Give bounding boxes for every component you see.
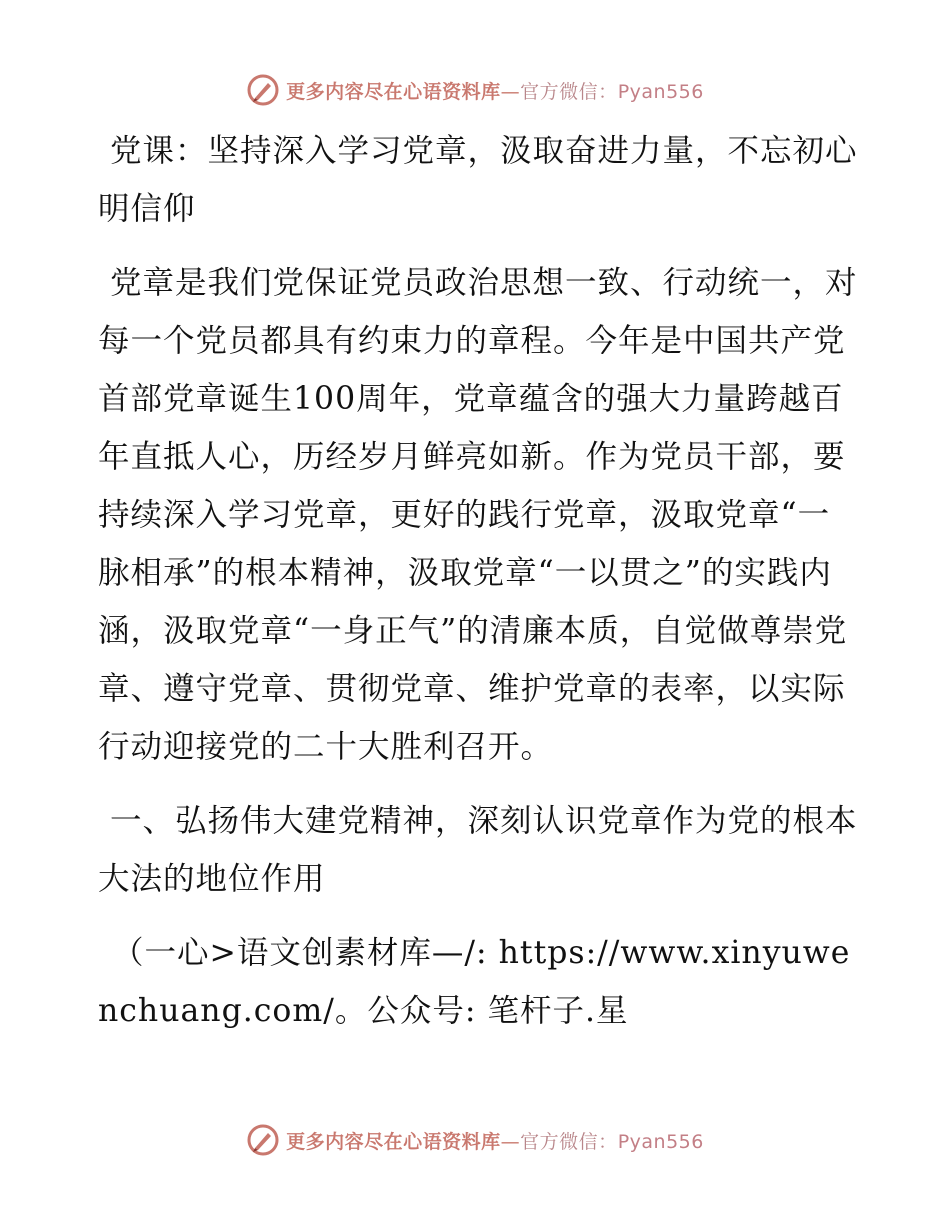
footer-watermark — [0, 1120, 950, 1160]
watermark-text-footer — [286, 1127, 704, 1154]
watermark-text — [286, 77, 704, 104]
watermark-wechat-label: 官方微信： — [520, 80, 618, 103]
watermark-dash-footer: — — [500, 1130, 521, 1153]
watermark-wechat-id-footer: Pyan556 — [617, 1130, 704, 1153]
watermark-wechat-id: Pyan556 — [617, 80, 704, 103]
watermark-wechat-label-footer: 官方微信： — [520, 1130, 618, 1153]
watermark-brand-footer: 更多内容尽在心语资料库 — [286, 1130, 501, 1153]
section-heading-1: 一、弘扬伟大建党精神，深刻认识党章作为党的根本大法的地位作用 — [98, 803, 858, 897]
document-title: 党课：坚持深入学习党章，汲取奋进力量，不忘初心明信仰 — [98, 133, 858, 227]
pen-logo-icon — [246, 1123, 280, 1157]
watermark-group — [246, 73, 704, 107]
source-note: （一心>语文创素材库—/: https://www.xinyuwenchuang.com/。公众号: 笔杆子.星 — [98, 935, 851, 1029]
document-body — [98, 122, 858, 1056]
watermark-dash: — — [500, 80, 521, 103]
pen-logo-icon — [246, 73, 280, 107]
header-watermark — [0, 70, 950, 110]
paragraph-intro: 党章是我们党保证党员政治思想一致、行动统一，对每一个党员都具有约束力的章程。今年是中国共产党首部党章诞生100周年，党章蕴含的强大力量跨越百年直抵人心，历经岁月鲜亮如新。作为党员干部，要持续深入学习党章，更好的践行党章，汲取党章“一脉相承”的根本精神，汲取党章“一以贯之”的实践内涵，汲取党章“一身正气”的清廉本质，自觉做尊崇党章、遵守党章、贯彻党章、维护党章的表率，以实际行动迎接党的二十大胜利召开。 — [98, 265, 858, 765]
watermark-group-footer — [246, 1123, 704, 1157]
watermark-brand: 更多内容尽在心语资料库 — [286, 80, 501, 103]
